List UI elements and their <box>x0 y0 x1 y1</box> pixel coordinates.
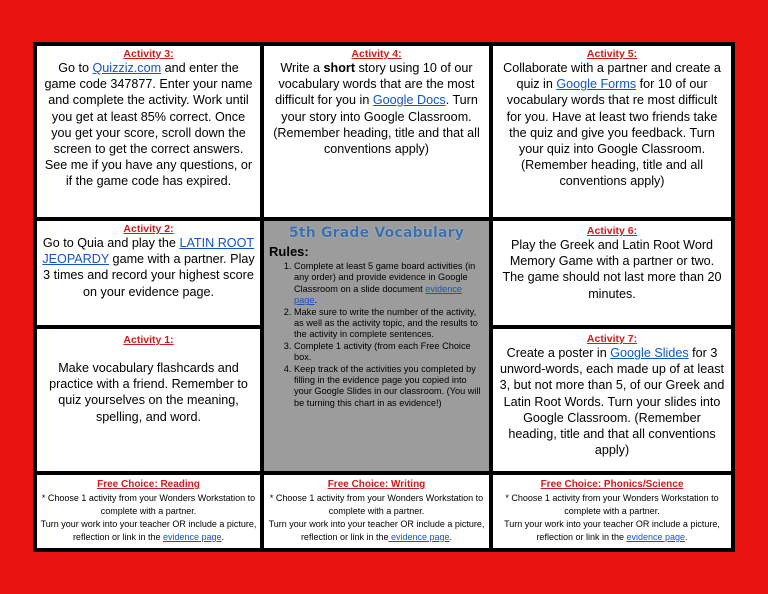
rule-2: 2. Make sure to write the number of the activity, as well as the activity topic, and the results to the activity in complete sentences. <box>294 307 485 341</box>
activity-7-text: Create a poster in Google Slides for 3 unword-words, each made up of at least 3, but not more than 5, of our Greek and Latin Root Words. Turn your slides into Google Classroom. (Remember heading, title and that all conventions apply) <box>499 346 725 458</box>
rule-3: 3. Complete 1 activity (from each Free Choice box. <box>294 341 485 364</box>
choice-board <box>33 42 735 552</box>
phonics-evidence-page-link[interactable]: evidence page <box>626 532 686 542</box>
free-choice-writing-text: * Choose 1 activity from your Wonders Workstation to complete with a partner. Turn your work into your teacher OR include a picture, reflection or link in the evidence page. <box>268 493 485 542</box>
activity-4-title: Activity 4: <box>351 48 402 60</box>
rules-evidence-page-link[interactable]: evidence page <box>294 283 463 306</box>
activity-3-text: Go to Quizziz.com and enter the game code 347877. Enter your name and complete the activity. Work until you get at least 85% correct. Once you get your score, scroll down the screen to get the correct answers. See me if you have any questions, or if the game code has expired. <box>44 61 253 189</box>
reading-evidence-page-link[interactable]: evidence page <box>162 532 222 542</box>
rules-heading: Rules: <box>269 244 309 259</box>
activity-3-title: Activity 3: <box>123 48 174 60</box>
google-docs-link[interactable]: Google Docs <box>372 93 446 108</box>
rule-4: 4. Keep track of the activities you completed by filling in the evidence page you copied into your Google Slides in our classroom. (You will be turning this chart in as evidence!) <box>294 364 485 410</box>
center-rules-cell <box>264 221 489 471</box>
activity-7-cell <box>493 329 731 471</box>
rule-1: 1. Complete at least 5 game board activities (in any order) and provide evidence in Google Classroom on a slide document evidence page. <box>294 261 485 307</box>
activity-2-cell <box>37 221 260 325</box>
activity-2-title: Activity 2: <box>123 223 174 235</box>
free-choice-reading-text: * Choose 1 activity from your Wonders Workstation to complete with a partner. Turn your work into your teacher OR include a picture, reflection or link in the evidence page. <box>40 493 257 542</box>
writing-evidence-page-link[interactable]: evidence page <box>388 532 450 542</box>
quizziz-link[interactable]: Quizziz.com <box>92 61 162 75</box>
google-forms-link[interactable]: Google Forms <box>556 77 637 92</box>
free-choice-phonics-cell <box>493 475 731 548</box>
free-choice-writing-cell <box>264 475 489 548</box>
activity-4-text: Write a short story using 10 of our vocabulary words that are the most difficult for you in Google Docs. Turn your story into Google Classroom. (Remember heading, title and that all conventions apply) <box>273 61 480 157</box>
activity-1-text: Make vocabulary flashcards and practice with a friend. Remember to quiz yourselves on the meaning, spelling, and word. <box>49 361 248 424</box>
activity-5-text: Collaborate with a partner and create a quiz in Google Forms for 10 of our vocabulary words that re most difficult for you. Have at least two friends take the quiz and give you feedback. Turn your quiz into Google Classroom. (Remember heading, title and all conventions apply) <box>503 61 721 189</box>
free-choice-reading-cell <box>37 475 260 548</box>
activity-3-cell <box>37 46 260 217</box>
activity-6-title: Activity 6: <box>586 225 638 237</box>
free-choice-phonics-text: * Choose 1 activity from your Wonders Workstation to complete with a partner. Turn your work into your teacher OR include a picture, reflection or link in the evidence page. <box>504 493 720 542</box>
free-choice-reading-title: Free Choice: Reading <box>97 479 200 490</box>
activity-5-cell <box>493 46 731 217</box>
center-title: 5th Grade Vocabulary <box>288 225 465 241</box>
google-slides-link[interactable]: Google Slides <box>610 346 689 360</box>
activity-6-cell <box>493 221 731 325</box>
activity-1-cell <box>37 329 260 471</box>
activity-2-text: Go to Quia and play the LATIN ROOT JEOPARDY game with a partner. Play 3 times and record your highest score on your evidence page. <box>42 236 255 299</box>
free-choice-writing-title: Free Choice: Writing <box>327 479 426 490</box>
activity-4-cell <box>264 46 489 217</box>
latin-root-jeopardy-link[interactable]: LATIN ROOT JEOPARDY <box>42 236 255 267</box>
activity-5-title: Activity 5: <box>586 48 638 60</box>
rules-list <box>264 261 485 409</box>
activity-6-text: Play the Greek and Latin Root Word Memory Game with a partner or two. The game should not last more than 20 minutes. <box>502 238 722 301</box>
free-choice-phonics-title: Free Choice: Phonics/Science <box>540 479 684 490</box>
activity-1-title: Activity 1: <box>123 334 174 346</box>
activity-7-title: Activity 7: <box>586 333 638 345</box>
